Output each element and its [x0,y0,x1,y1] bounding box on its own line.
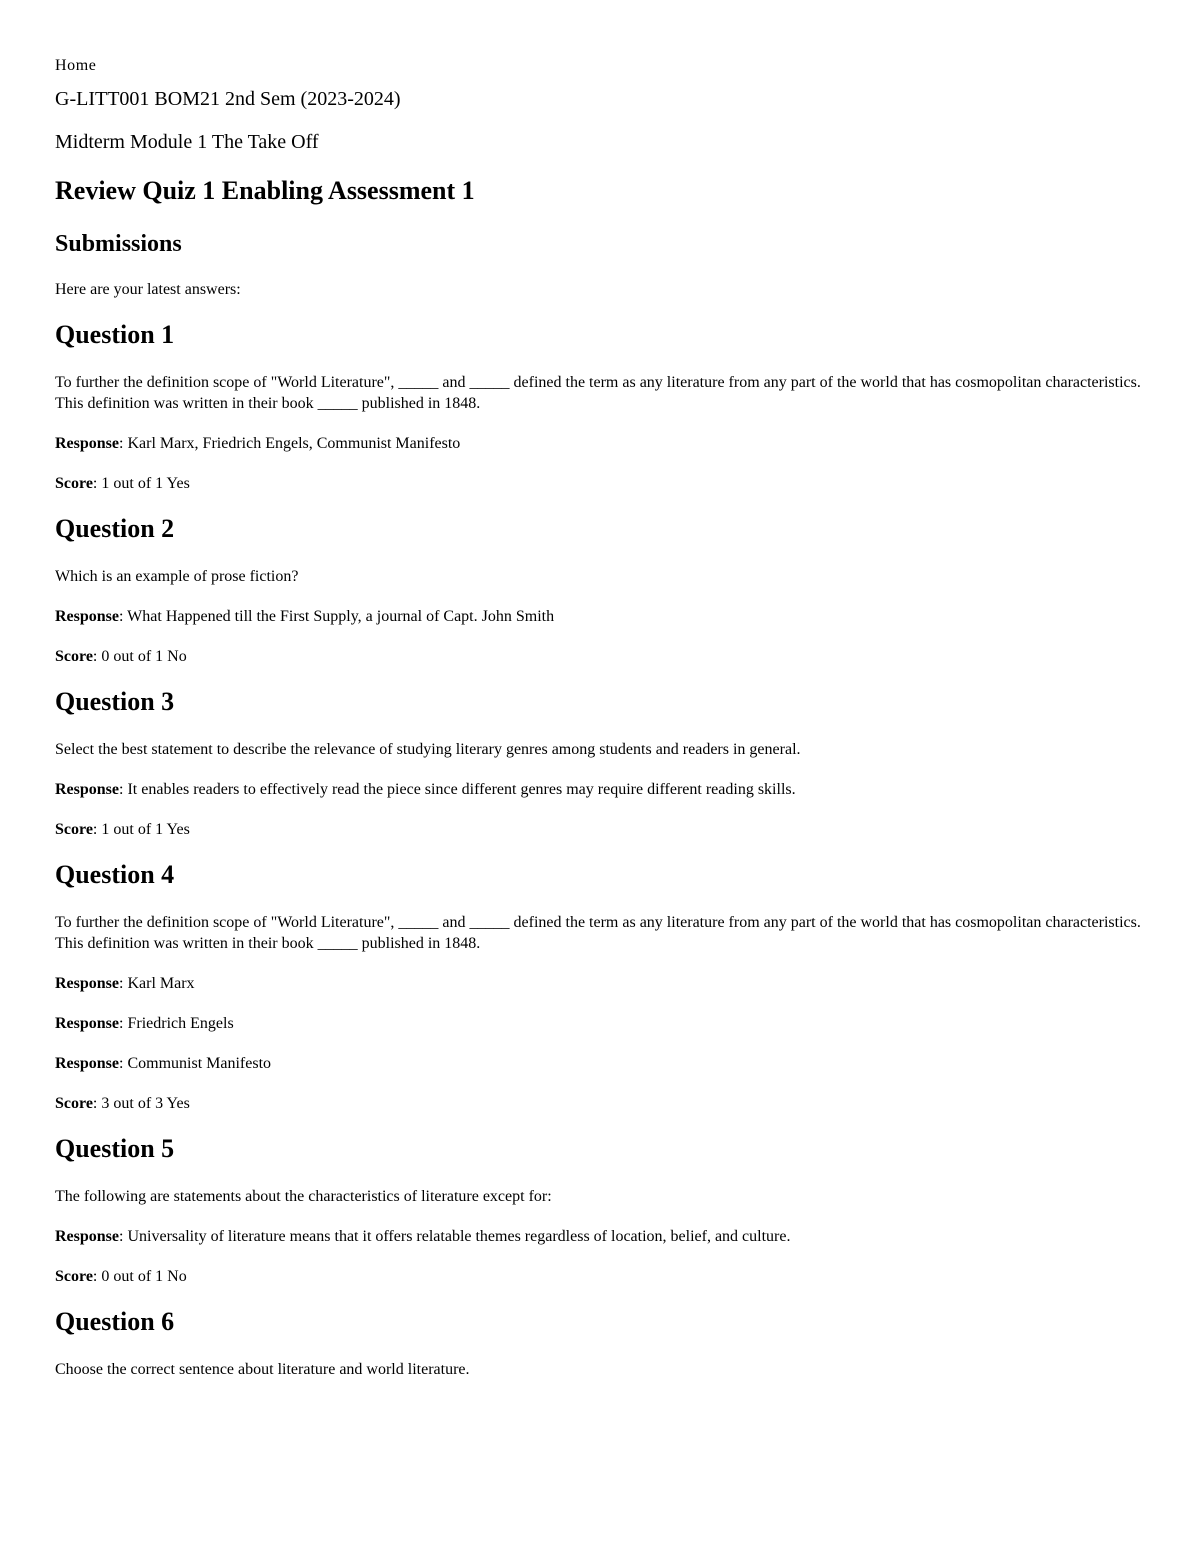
score-value: 1 out of 1 Yes [101,821,190,838]
submissions-heading: Submissions [55,231,182,257]
question-2 [55,514,1145,667]
response-value: Friedrich Engels [127,1015,234,1032]
response-value: What Happened till the First Supply, a journal of Capt. John Smith [127,608,555,625]
question-5 [55,1134,1145,1287]
question-title: Question 2 [55,514,175,543]
score-line: Score: 0 out of 1 No [55,1268,187,1285]
response-line: Response: Friedrich Engels [55,1015,234,1032]
response-label: Response [55,975,120,992]
question-title: Question 5 [55,1134,175,1163]
question-6 [55,1307,1145,1380]
quiz-title: Review Quiz 1 Enabling Assessment 1 [55,176,475,205]
response-label: Response [55,608,120,625]
response-value: Communist Manifesto [127,1055,272,1072]
question-text: The following are statements about the characteristics of literature except for: [55,1188,552,1205]
question-text: Choose the correct sentence about literature and world literature. [55,1361,470,1378]
response-line: Response: What Happened till the First Supply, a journal of Capt. John Smith [55,608,555,625]
response-label: Response [55,435,120,452]
score-line: Score: 1 out of 1 Yes [55,821,190,838]
question-title: Question 3 [55,687,175,716]
question-text: To further the definition scope of "World Literature", _____ and _____ defined the term as any literature from any part of the world that has cosmopolitan characteristics. This definition was written in their book _____ published in 1848. [55,374,1141,412]
score-line: Score: 1 out of 1 Yes [55,475,190,492]
module-title: Midterm Module 1 The Take Off [55,131,319,153]
response-line: Response: Karl Marx [55,975,195,992]
response-value: It enables readers to effectively read the piece since different genres may require different reading skills. [127,781,796,798]
response-label: Response [55,1228,120,1245]
response-label: Response [55,1015,120,1032]
score-label: Score [55,648,93,665]
score-label: Score [55,1095,93,1112]
response-value: Karl Marx, Friedrich Engels, Communist Manifesto [127,435,461,452]
question-text: Select the best statement to describe the relevance of studying literary genres among students and readers in general. [55,741,801,758]
response-line: Response: Universality of literature means that it offers relatable themes regardless of location, belief, and culture. [55,1228,791,1245]
response-line: Response: Communist Manifesto [55,1055,272,1072]
score-value: 1 out of 1 Yes [101,475,190,492]
question-title: Question 4 [55,860,175,889]
score-value: 0 out of 1 No [101,1268,187,1285]
response-value: Karl Marx [127,975,195,992]
question-1 [55,320,1145,494]
question-title: Question 6 [55,1307,175,1336]
score-label: Score [55,821,93,838]
response-value: Universality of literature means that it offers relatable themes regardless of location, belief, and culture. [127,1228,791,1245]
response-label: Response [55,781,120,798]
response-label: Response [55,1055,120,1072]
response-line: Response: It enables readers to effectively read the piece since different genres may require different reading skills. [55,781,796,798]
score-line: Score: 0 out of 1 No [55,648,187,665]
question-4 [55,860,1145,1114]
home-link[interactable]: Home [55,57,97,74]
question-3 [55,687,1145,840]
intro-text: Here are your latest answers: [55,281,241,298]
score-label: Score [55,1268,93,1285]
score-line: Score: 3 out of 3 Yes [55,1095,190,1112]
score-value: 0 out of 1 No [101,648,187,665]
question-title: Question 1 [55,320,175,349]
question-text: To further the definition scope of "World Literature", _____ and _____ defined the term as any literature from any part of the world that has cosmopolitan characteristics. This definition was written in their book _____ published in 1848. [55,914,1141,952]
score-label: Score [55,475,93,492]
response-line: Response: Karl Marx, Friedrich Engels, Communist Manifesto [55,435,461,452]
score-value: 3 out of 3 Yes [101,1095,190,1112]
course-title: G-LITT001 BOM21 2nd Sem (2023-2024) [55,88,401,110]
question-text: Which is an example of prose fiction? [55,568,299,585]
